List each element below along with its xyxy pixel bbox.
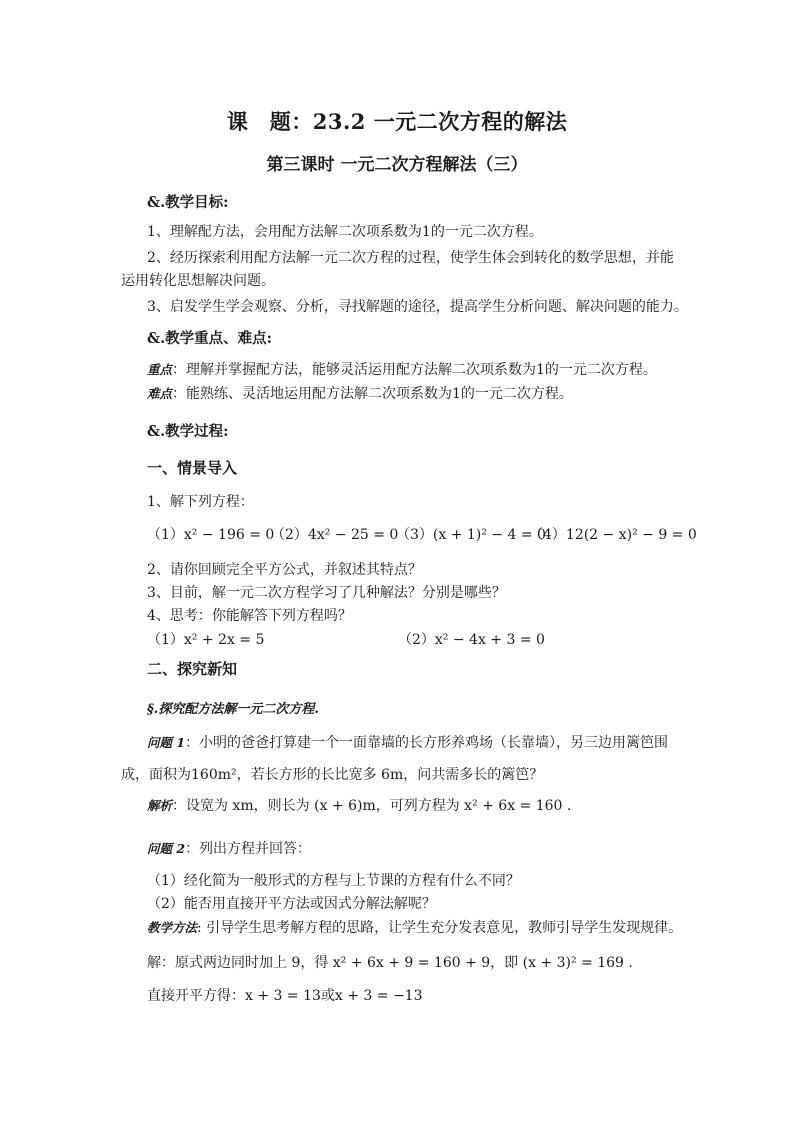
lesson-title: 课 题：23.2 一元二次方程的解法 (226, 109, 568, 134)
question-2: 2、请你回顾完全平方公式，并叙述其特点？ (147, 562, 422, 578)
think-equation-1: （1）x² + 2x = 5 (147, 632, 265, 648)
difficulty-text: ：能熟练、灵活地运用配方法解二次项系数为1的一元二次方程。 (172, 386, 573, 402)
solution-line: 解：原式两边同时加上 9，得 x² + 6x + 9 = 160 + 9，即 (x + 3)² = 169 . (147, 955, 633, 971)
equation-4: （4）12(2 − x)² − 9 = 0 (529, 527, 697, 543)
equation-2: （2）4x² − 25 = 0 (271, 527, 399, 543)
analysis-label: 解析 (147, 798, 173, 813)
focus-label: 重点 (147, 362, 173, 377)
sqrt-step-line: 直接开平方得：x + 3 = 13或x + 3 = −13 (147, 988, 423, 1004)
question-3: 3、目前，解一元二次方程学习了几种解法？分别是哪些？ (147, 585, 506, 601)
problem-1-label: 问题 1 (147, 735, 186, 750)
section-explore-heading: 二、探究新知 (147, 660, 238, 678)
analysis-text: ：设宽为 xm，则长为 (x + 6)m，可列方程为 x² + 6x = 160 . (172, 798, 572, 814)
objective-item: 1、理解配方法，会用配方法解二次项系数为1的一元二次方程。 (147, 224, 543, 240)
problem-2-line (147, 840, 311, 858)
method-line (147, 919, 682, 937)
analysis-line (147, 797, 571, 815)
question-4: 4、思考：你能解答下列方程吗？ (147, 608, 352, 624)
method-label: 教学方法 (147, 920, 198, 935)
think-equation-2: （2）x² − 4x + 3 = 0 (398, 632, 545, 648)
problem-2-item: （1）经化简为一般形式的方程与上节课的方程有什么不同？ (147, 873, 520, 889)
equation-1: （1）x² − 196 = 0 (147, 527, 275, 543)
problem-2-label: 问题 2 (147, 841, 186, 856)
problem-2-item: （2）能否用直接开平方法或因式分解法解呢？ (147, 896, 436, 912)
keypoints-heading: &.教学重点、难点: (147, 330, 272, 347)
objective-item-continued: 运用转化思想解决问题。 (121, 273, 275, 289)
problem-2-text: ：列出方程并回答： (185, 841, 312, 857)
difficulty-line (147, 385, 573, 403)
problem-1-text: ：小明的爸爸打算建一个一面靠墙的长方形养鸡场（长靠墙），另三边用篱笆围 (185, 735, 669, 751)
lesson-subtitle: 第三课时 一元二次方程解法（三） (266, 155, 528, 175)
problem-1-line (147, 734, 668, 752)
process-heading: &.教学过程: (147, 423, 229, 440)
focus-line (147, 361, 657, 379)
objective-item: 2、经历探索利用配方法解一元二次方程的过程，使学生体会到转化的数学思想，并能 (147, 250, 674, 266)
question-1: 1、解下列方程： (147, 494, 254, 510)
equation-3: （3）(x + 1)² − 4 = 0 (396, 527, 546, 543)
section-intro-heading: 一、情景导入 (147, 459, 238, 477)
explore-title: §.探究配方法解一元二次方程. (147, 702, 319, 717)
objective-item: 3、启发学生学会观察、分析，寻找解题的途径，提高学生分析问题、解决问题的能力。 (147, 299, 688, 315)
problem-1-continued: 成，面积为160m²，若长方形的长比宽多 6m，问共需多长的篱笆？ (121, 767, 544, 783)
difficulty-label: 难点 (147, 386, 173, 401)
focus-text: ：理解并掌握配方法，能够灵活运用配方法解二次项系数为1的一元二次方程。 (172, 362, 657, 378)
objectives-heading: &.教学目标: (147, 194, 229, 211)
method-text: : 引导学生思考解方程的思路，让学生充分发表意见，教师引导学生发现规律。 (197, 920, 683, 936)
